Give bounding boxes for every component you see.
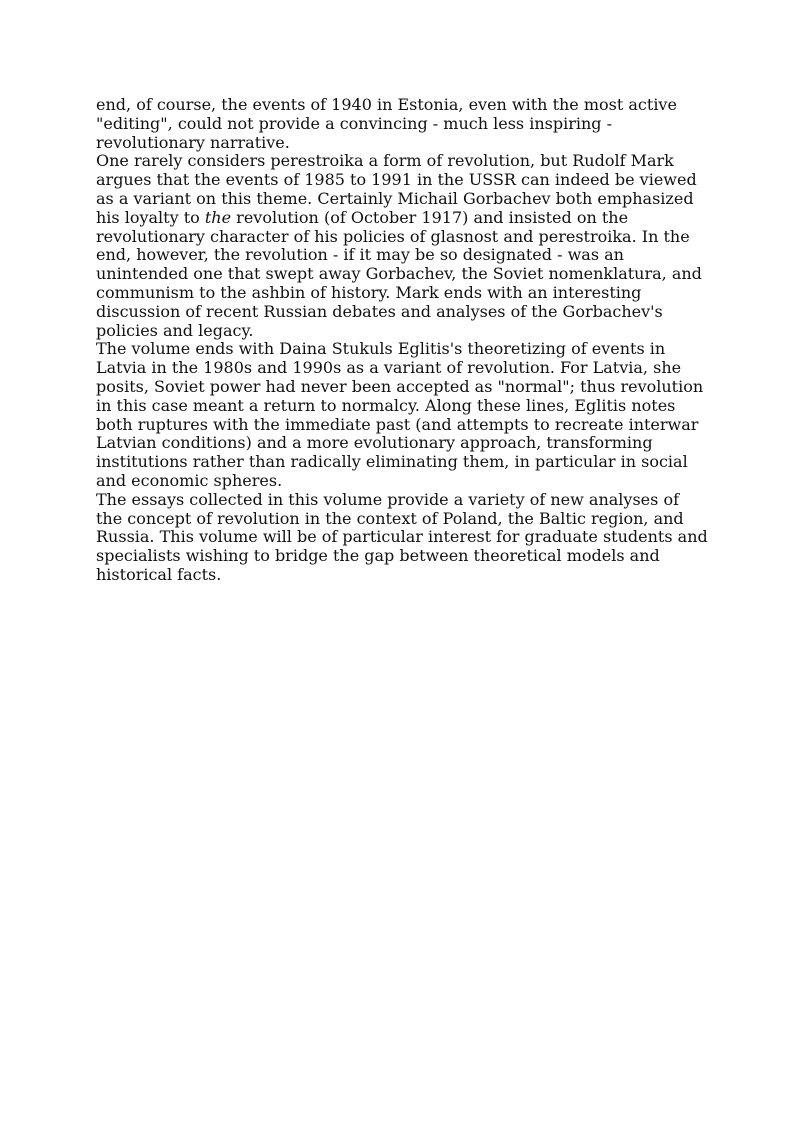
- document-body: [96, 96, 708, 585]
- paragraph-perestroika: [96, 152, 708, 340]
- emphasis-the: the: [204, 207, 232, 227]
- paragraph-perestroika-text-after: revolution (of October 1917) and insisted on the revolutionary character of his policies of glasnost and perestroika. In the end, however, the revolution - if it may be so designated - was an unintended one that swept away Gorbachev, the Soviet nomenklatura, and communism to the ashbin of history. Mark ends with an interesting discussion of recent Russian debates and analyses of the Gorbachev's policies and legacy.: [96, 207, 702, 340]
- paragraph-estonia: end, of course, the events of 1940 in Estonia, even with the most active "editing", could not provide a convincing - much less inspiring - revolutionary narrative.: [96, 95, 677, 152]
- paragraph-latvia: The volume ends with Daina Stukuls Eglitis's theoretizing of events in Latvia in the 1980s and 1990s as a variant of revolution. For Latvia, she posits, Soviet power had never been accepted as "normal"; thus revolution in this case meant a return to normalcy. Along these lines, Eglitis notes both ruptures with the immediate past (and attempts to recreate interwar Latvian conditions) and a more evolutionary approach, transforming institutions rather than radically eliminating them, in particular in social and economic spheres.: [96, 339, 704, 490]
- paragraph-conclusion: The essays collected in this volume provide a variety of new analyses of the concept of revolution in the context of Poland, the Baltic region, and Russia. This volume will be of particular interest for graduate students and specialists wishing to bridge the gap between theoretical models and historical facts.: [96, 489, 708, 584]
- paragraph-perestroika-text-before: One rarely considers perestroika a form of revolution, but Rudolf Mark argues that the events of 1985 to 1991 in the USSR can indeed be viewed as a variant on this theme. Certainly Michail Gorbachev both emphasized his loyalty to: [96, 151, 697, 227]
